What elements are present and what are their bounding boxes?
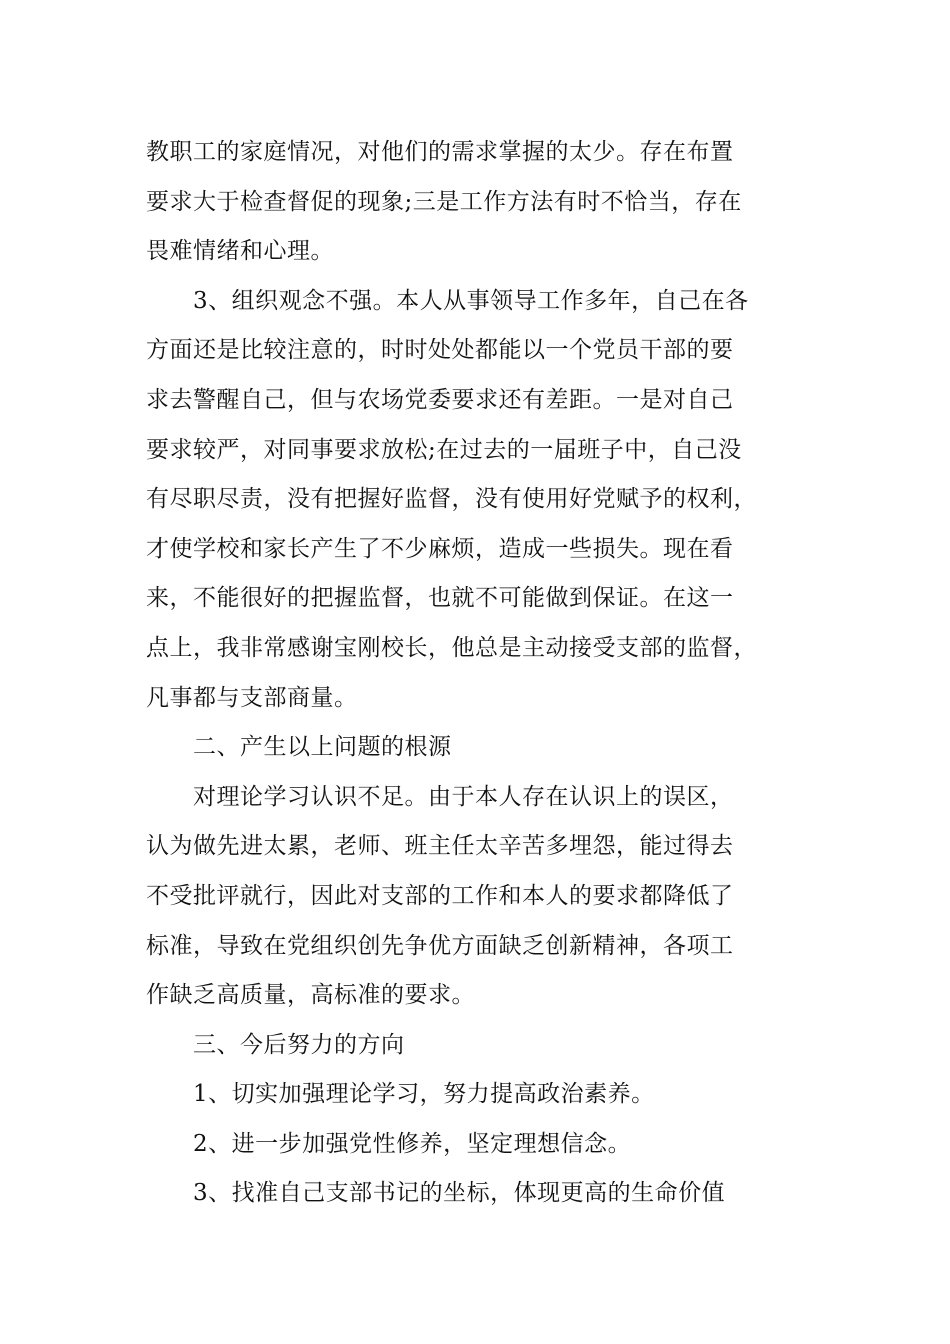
section-heading: 二、产生以上问题的根源 — [193, 734, 452, 761]
text-line: 来，不能很好的把握监督，也就不可能做到保证。在这一 — [146, 585, 734, 612]
text-line: 要求较严，对同事要求放松;在过去的一届班子中，自己没 — [146, 436, 742, 463]
text-line: 方面还是比较注意的，时时处处都能以一个党员干部的要 — [146, 337, 734, 364]
text-line: 要求大于检查督促的现象;三是工作方法有时不恰当，存在 — [146, 188, 742, 215]
text-line: 作缺乏高质量，高标准的要求。 — [146, 982, 475, 1009]
document-body — [146, 128, 806, 1219]
text-line: 有尽职尽责，没有把握好监督，没有使用好党赋予的权利， — [146, 486, 757, 513]
text-line: 求去警醒自己，但与农场党委要求还有差距。一是对自己 — [146, 386, 734, 413]
text-line: 畏难情绪和心理。 — [146, 238, 334, 265]
text-line: 不受批评就行，因此对支部的工作和本人的要求都降低了 — [146, 882, 734, 909]
text-line: 教职工的家庭情况，对他们的需求掌握的太少。存在布置 — [146, 139, 734, 165]
list-item: 3、找准自己支部书记的坐标，体现更高的生命价值 — [193, 1180, 726, 1207]
text-line: 对理论学习认识不足。由于本人存在认识上的误区， — [193, 783, 734, 810]
section-heading: 三、今后努力的方向 — [193, 1031, 405, 1058]
list-item: 2、进一步加强党性修养，坚定理想信念。 — [193, 1130, 632, 1157]
list-item: 1、切实加强理论学习，努力提高政治素养。 — [193, 1081, 655, 1108]
text-line: 3、组织观念不强。本人从事领导工作多年，自己在各 — [193, 287, 749, 314]
text-line: 才使学校和家长产生了不少麻烦，造成一些损失。现在看 — [146, 535, 734, 562]
text-line: 标准，导致在党组织创先争优方面缺乏创新精神，各项工 — [146, 932, 734, 959]
text-line: 认为做先进太累，老师、班主任太辛苦多埋怨，能过得去 — [146, 833, 734, 860]
text-line: 点上，我非常感谢宝刚校长，他总是主动接受支部的监督， — [146, 634, 757, 661]
text-line: 凡事都与支部商量。 — [146, 684, 358, 711]
